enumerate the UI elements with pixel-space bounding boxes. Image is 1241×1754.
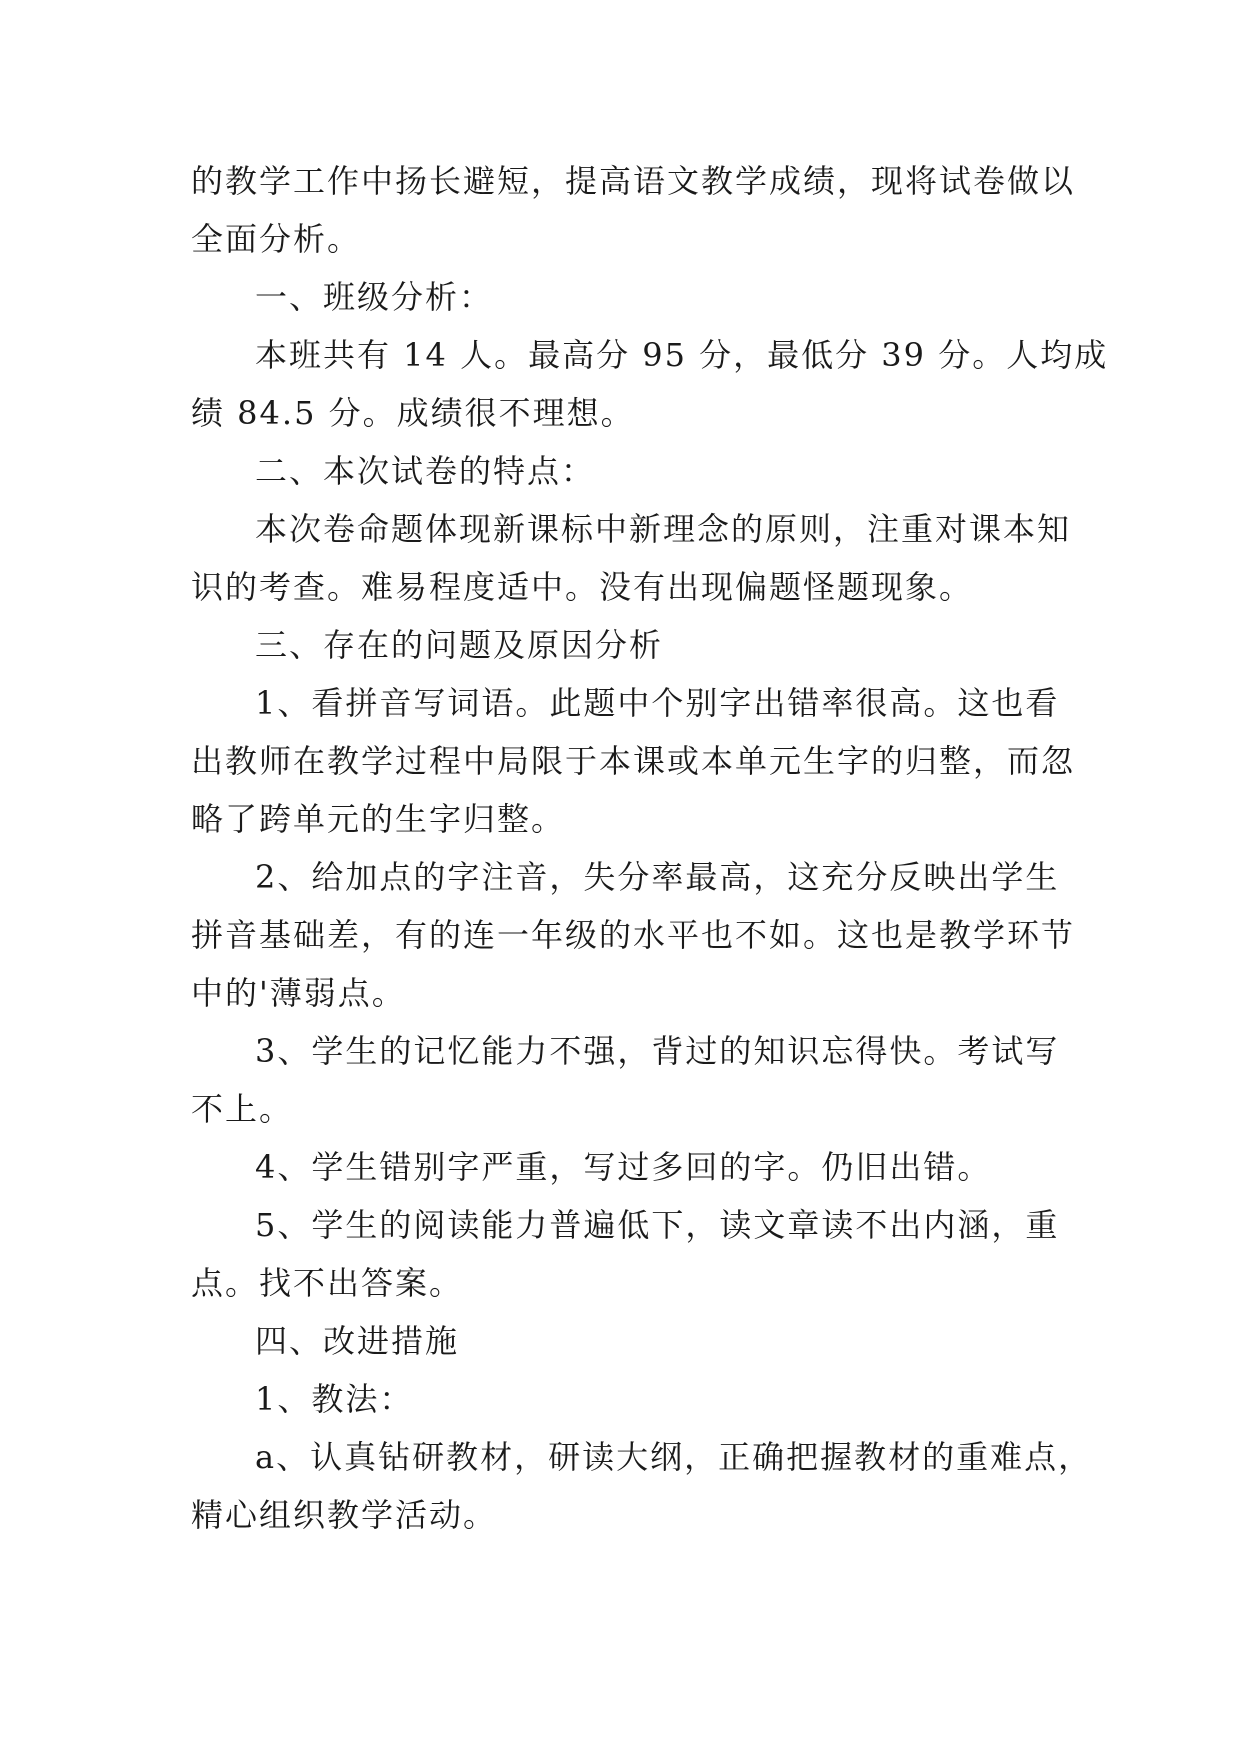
section-heading: 三、存在的问题及原因分析	[255, 626, 664, 664]
text-line: 全面分析。	[191, 220, 362, 258]
text-line: 3、学生的记忆能力不强，背过的知识忘得快。考试写	[255, 1032, 1060, 1070]
text-line: 精心组织教学活动。	[191, 1496, 498, 1534]
text-line: 本次卷命题体现新课标中新理念的原则，注重对课本知	[255, 510, 1072, 548]
text-line: 识的考查。难易程度适中。没有出现偏题怪题现象。	[191, 568, 974, 606]
section-heading: 二、本次试卷的特点：	[255, 452, 596, 490]
section-heading: 四、改进措施	[255, 1322, 460, 1360]
text-line: 4、学生错别字严重，写过多回的字。仍旧出错。	[255, 1148, 992, 1186]
text-line: 本班共有 14 人。最高分 95 分，最低分 39 分。人均成	[255, 336, 1109, 374]
text-line: 出教师在教学过程中局限于本课或本单元生字的归整，而忽	[191, 742, 1076, 780]
text-line: 绩 84.5 分。成绩很不理想。	[191, 394, 635, 432]
text-line: 1、看拼音写词语。此题中个别字出错率很高。这也看	[255, 684, 1060, 722]
text-line: 不上。	[191, 1090, 294, 1128]
section-heading: 一、班级分析：	[255, 278, 494, 316]
text-line: 略了跨单元的生字归整。	[191, 800, 566, 838]
text-line: 中的'薄弱点。	[191, 974, 406, 1012]
text-line: 拼音基础差，有的连一年级的水平也不如。这也是教学环节	[191, 916, 1076, 954]
text-line: 5、学生的阅读能力普遍低下，读文章读不出内涵，重	[255, 1206, 1060, 1244]
subsection-heading: 1、教法：	[255, 1380, 414, 1418]
text-line: a、认真钻研教材，研读大纲，正确把握教材的重难点，	[255, 1438, 1093, 1476]
text-line: 的教学工作中扬长避短，提高语文教学成绩，现将试卷做以	[191, 162, 1076, 200]
text-line: 点。找不出答案。	[191, 1264, 464, 1302]
text-line: 2、给加点的字注音，失分率最高，这充分反映出学生	[255, 858, 1060, 896]
document-page	[191, 152, 1109, 1544]
